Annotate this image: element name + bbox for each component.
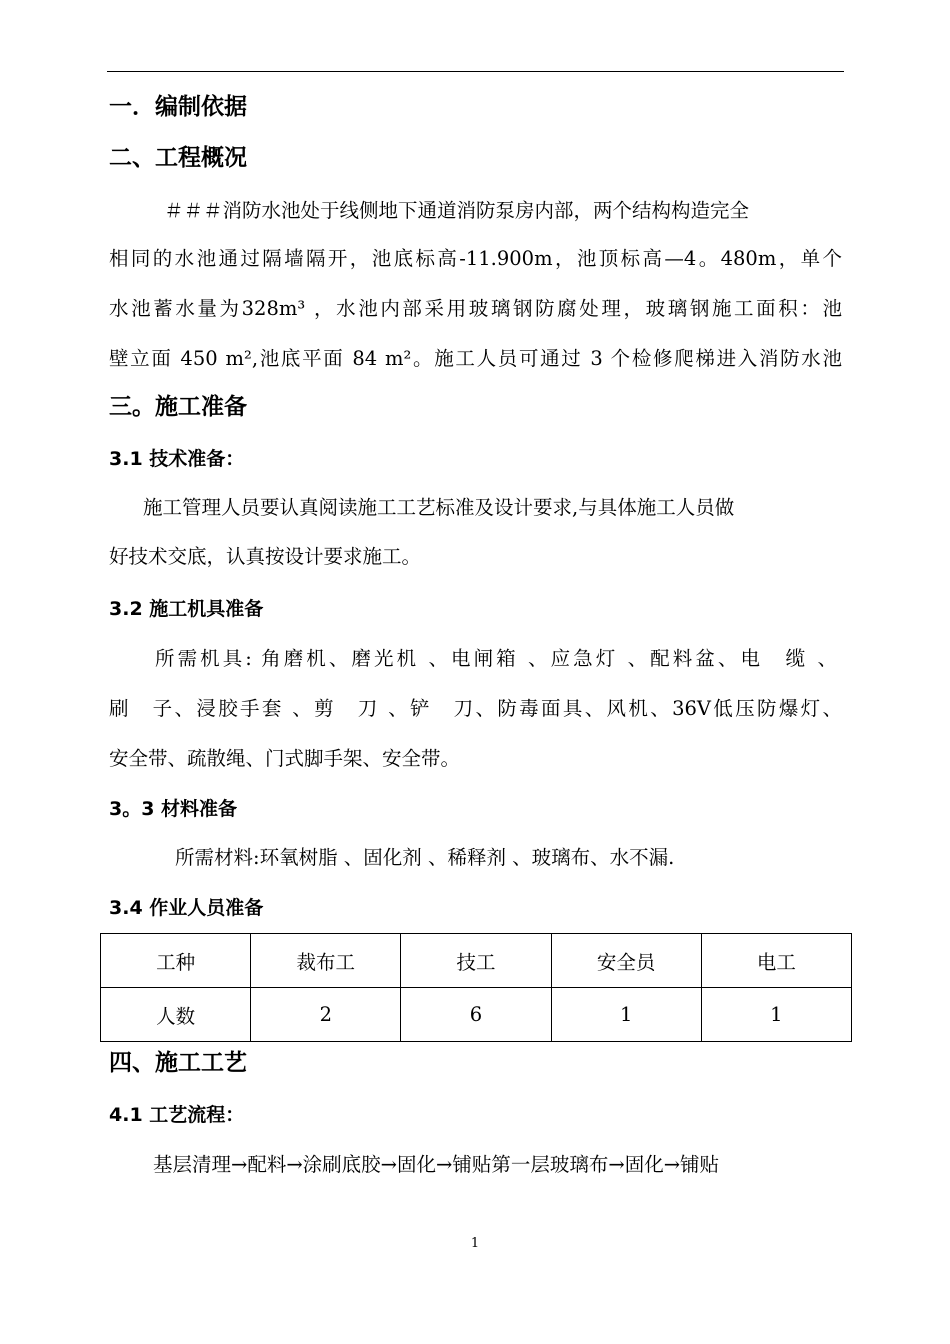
subsection-3-4-title: 3.4 作业人员准备: [109, 897, 264, 919]
table-cell: 2: [251, 988, 401, 1042]
process-flow-line: 基层清理→配料→涂刷底胶→固化→铺贴第一层玻璃布→固化→铺贴: [153, 1153, 720, 1176]
table-row: [101, 934, 852, 988]
table-cell: 6: [401, 988, 551, 1042]
overview-line-3: 水池蓄水量为328m³ ，水池内部采用玻璃钢防腐处理，玻璃钢施工面积：池: [109, 297, 842, 320]
subsection-3-2-title: 3.2 施工机具准备: [109, 598, 264, 620]
tools-line-3: 安全带、疏散绳、门式脚手架、安全带。: [109, 747, 461, 770]
section-3-title: 三。施工准备: [109, 394, 247, 420]
table-cell: 1: [701, 988, 851, 1042]
table-cell: 裁布工: [251, 934, 401, 988]
tech-prep-line-2: 好技术交底，认真按设计要求施工。: [109, 545, 422, 568]
table-cell: 技工: [401, 934, 551, 988]
header-rule: [107, 71, 844, 72]
section-1-title: 一．编制依据: [109, 94, 247, 120]
overview-line-1: ＃＃＃消防水池处于线侧地下通道消防泵房内部，两个结构构造完全: [164, 199, 750, 222]
crew-table: [100, 933, 852, 1042]
table-cell: 安全员: [551, 934, 701, 988]
table-cell: 人数: [101, 988, 251, 1042]
materials-line: 所需材料:环氧树脂 、固化剂 、稀释剂 、玻璃布、水不漏.: [175, 846, 675, 869]
overview-line-2: 相同的水池通过隔墙隔开，池底标高-11.900m，池顶标高—4。480m，单个: [109, 247, 842, 270]
section-4-title: 四、施工工艺: [109, 1050, 247, 1076]
table-cell: 工种: [101, 934, 251, 988]
tools-line-2: 刷 子、浸胶手套 、剪 刀 、铲 刀、防毒面具、风机、36V低压防爆灯、: [109, 697, 842, 720]
section-2-title: 二、工程概况: [109, 145, 247, 171]
table-row: [101, 988, 852, 1042]
overview-line-4: 壁立面 450 m²,池底平面 84 m²。施工人员可通过 3 个检修爬梯进入消防水池: [109, 347, 842, 370]
page-number: 1: [470, 1236, 480, 1251]
tech-prep-line-1: 施工管理人员要认真阅读施工工艺标准及设计要求,与具体施工人员做: [143, 496, 735, 519]
tools-line-1: 所需机具: 角磨机、磨光机 、电闸箱 、应急灯 、配料盆、电 缆 、: [155, 647, 837, 670]
subsection-3-3-title: 3。3 材料准备: [109, 798, 238, 820]
table-cell: 1: [551, 988, 701, 1042]
subsection-4-1-title: 4.1 工艺流程：: [109, 1104, 245, 1126]
subsection-3-1-title: 3.1 技术准备：: [109, 448, 245, 470]
table-cell: 电工: [701, 934, 851, 988]
